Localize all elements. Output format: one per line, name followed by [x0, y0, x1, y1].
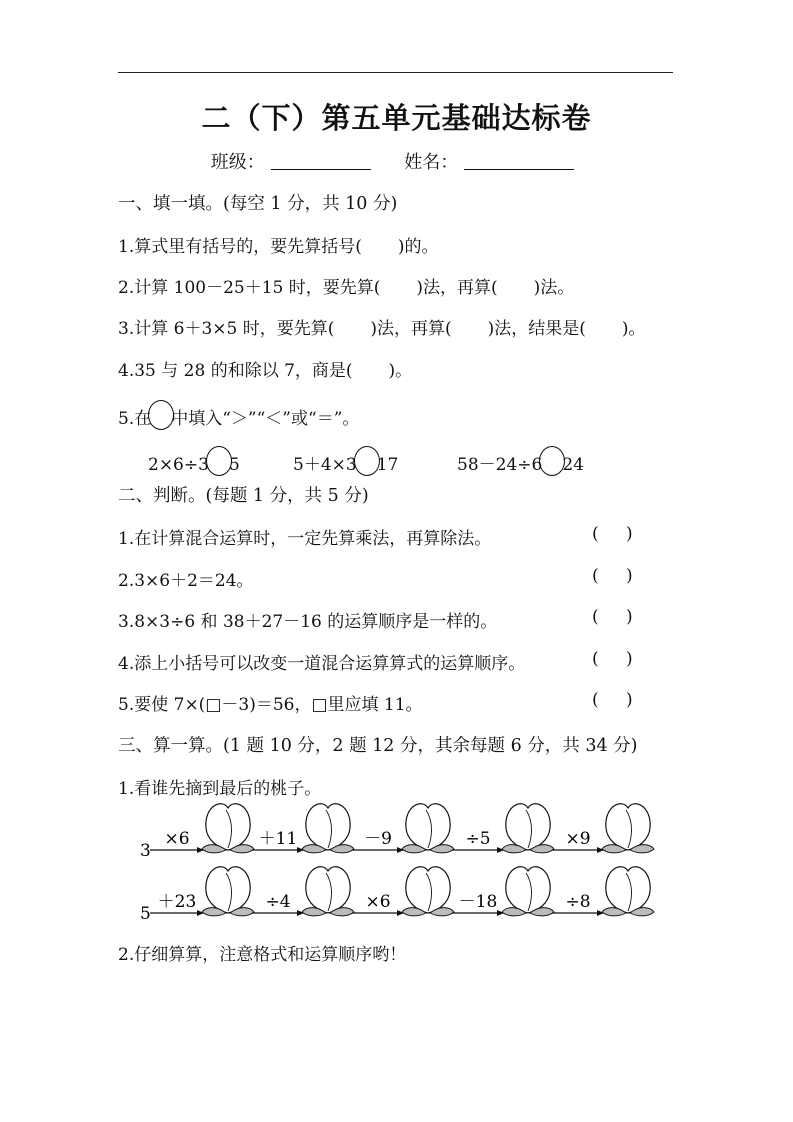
page-title: 二（下）第五单元基础达标卷	[201, 101, 592, 135]
student-info	[0, 148, 793, 174]
s1-question-4: 4.35 与 28 的和除以 7，商是( )。	[118, 361, 413, 381]
operation-label: ÷4	[265, 892, 291, 912]
peach-answer-box[interactable]	[402, 867, 454, 916]
peach-answer-box[interactable]	[602, 804, 654, 853]
operation-label: ÷8	[565, 892, 591, 912]
judge-item-4: 4.添上小括号可以改变一道混合运算算式的运算顺序。	[118, 654, 526, 674]
compare-item-1: 2×6÷3 5	[148, 446, 240, 476]
judge-item-2: 2.3×6＋2＝24。	[118, 571, 254, 591]
judge-item-1: 1.在计算混合运算时，一定先算乘法，再算除法。	[118, 529, 492, 549]
s3-question-2: 2.仔细算算，注意格式和运算顺序哟！	[118, 945, 407, 965]
operation-label: ÷5	[465, 829, 491, 849]
peach-answer-box[interactable]	[502, 804, 554, 853]
operation-label: －9	[364, 829, 392, 849]
peach-chain-diagram	[0, 795, 793, 930]
s1-question-5: 5.在 中填入“＞”“＜”或“＝”。	[118, 400, 359, 430]
operation-label: ×6	[164, 829, 190, 849]
judge-answer-5[interactable]: ( )	[592, 690, 633, 710]
peach-answer-box[interactable]	[202, 804, 254, 853]
judge-item-5: 5.要使 7×(□－3)＝56，□里应填 11。	[118, 695, 423, 715]
s3-question-1: 1.看谁先摘到最后的桃子。	[118, 779, 322, 799]
peach-answer-box[interactable]	[502, 867, 554, 916]
judge-item-3: 3.8×3÷6 和 38＋27－16 的运算顺序是一样的。	[118, 612, 498, 632]
peach-answer-box[interactable]	[302, 867, 354, 916]
peach-answer-box[interactable]	[602, 867, 654, 916]
class-label: 班级：	[210, 152, 265, 173]
section1-heading: 一、填一填。(每空 1 分，共 10 分)	[118, 194, 398, 214]
section2-heading: 二、判断。(每题 1 分，共 5 分)	[118, 486, 369, 506]
name-blank[interactable]	[464, 151, 574, 170]
judge-answer-1[interactable]: ( )	[592, 524, 633, 544]
section3-heading: 三、算一算。(1 题 10 分，2 题 12 分，其余每题 6 分，共 34 分)	[118, 736, 638, 756]
peach-answer-box[interactable]	[402, 804, 454, 853]
judge-answer-2[interactable]: ( )	[592, 566, 633, 586]
s1-question-1: 1.算式里有括号的，要先算括号( )的。	[118, 237, 439, 257]
class-blank[interactable]	[271, 151, 371, 170]
start-number: 5	[140, 904, 151, 924]
top-rule	[118, 72, 673, 73]
start-number: 3	[140, 841, 151, 861]
name-label: 姓名：	[404, 152, 459, 173]
operation-label: ＋23	[157, 892, 197, 912]
operation-label: ×6	[365, 892, 391, 912]
s1-question-2: 2.计算 100－25＋15 时，要先算( )法，再算( )法。	[118, 278, 575, 298]
s1-question-3: 3.计算 6＋3×5 时，要先算( )法，再算( )法，结果是( )。	[118, 319, 646, 339]
peach-answer-box[interactable]	[202, 867, 254, 916]
judge-answer-4[interactable]: ( )	[592, 649, 633, 669]
operation-label: ＋11	[258, 829, 298, 849]
judge-answer-3[interactable]: ( )	[592, 607, 633, 627]
operation-label: －18	[458, 892, 498, 912]
operation-label: ×9	[565, 829, 591, 849]
compare-item-2: 5＋4×3 17	[293, 446, 398, 476]
compare-item-3: 58－24÷6 24	[457, 446, 584, 476]
peach-answer-box[interactable]	[302, 804, 354, 853]
